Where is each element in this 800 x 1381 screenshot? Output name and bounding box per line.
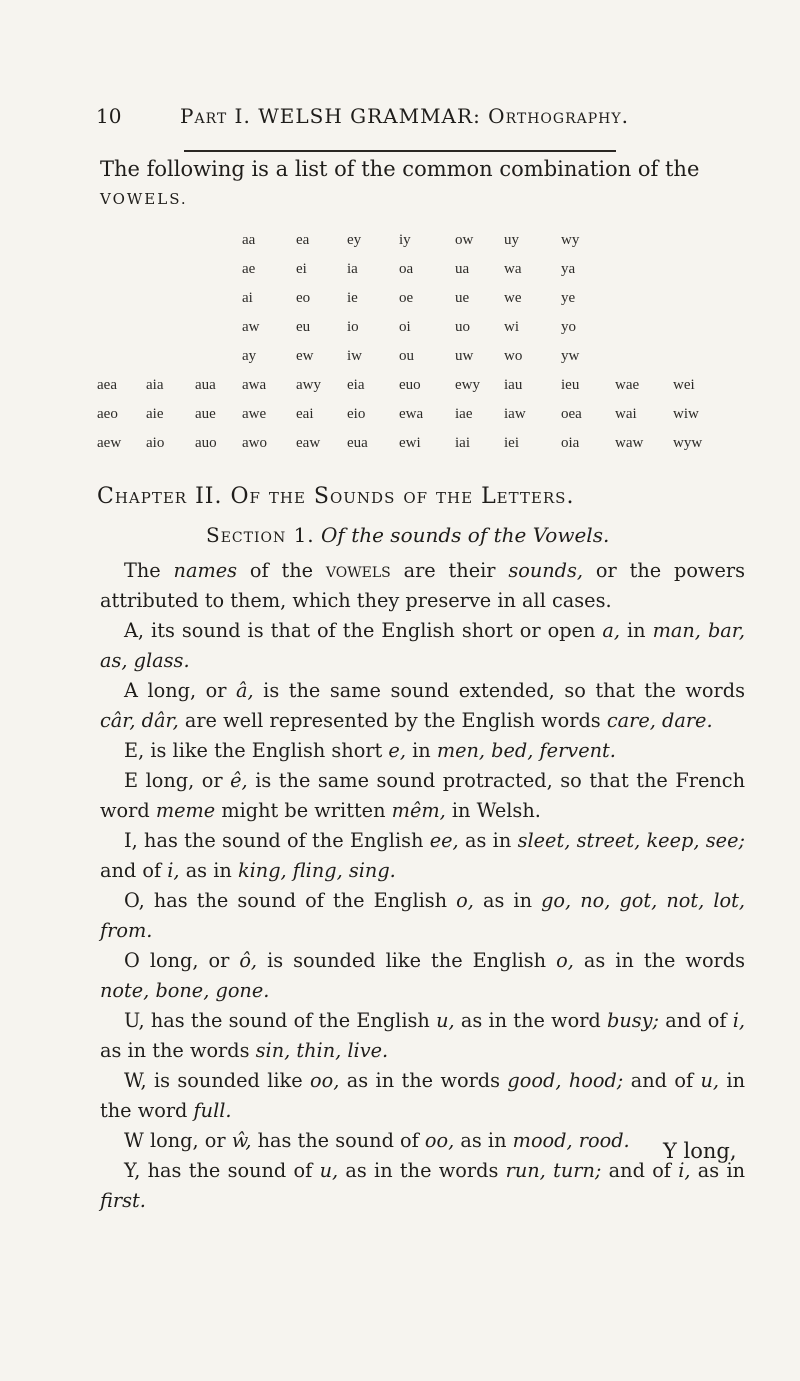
vowel-combination: eo [296, 290, 311, 306]
chapter-heading: Chapter II. Of the Sounds of the Letters. [97, 484, 575, 509]
vowel-combination: euo [399, 377, 421, 393]
header-rule [184, 150, 616, 152]
vowel-combination: aie [146, 406, 164, 422]
vowel-combination: ea [296, 232, 310, 248]
vowel-combination: ey [347, 232, 362, 248]
vowel-combination: wiw [673, 406, 699, 422]
paragraph: W long, or ŵ, has the sound of oo, as in mood, rood. [124, 1129, 630, 1152]
vowel-combination: aa [242, 232, 256, 248]
chapter-subject: Orthography. [488, 104, 629, 128]
vowel-combination: eaw [296, 435, 321, 451]
book-title: WELSH GRAMMAR: [258, 104, 481, 128]
vowel-combination: awy [296, 377, 321, 393]
vowel-combination: awe [242, 406, 267, 422]
body-text [100, 556, 745, 1216]
vowel-combination: awa [242, 377, 267, 393]
section-label: Section 1. [206, 523, 315, 547]
vowel-combination: oa [399, 261, 414, 277]
vowel-combination: yw [561, 348, 580, 364]
vowel-combination: ai [242, 290, 253, 306]
vowel-combination: ei [296, 261, 307, 277]
vowel-combination: eua [347, 435, 368, 451]
vowel-combination: aua [195, 377, 216, 393]
vowel-combination: iae [455, 406, 473, 422]
vowel-combination: aew [97, 435, 122, 451]
vowel-combination: wa [504, 261, 522, 277]
vowel-combination: aue [195, 406, 216, 422]
vowel-combination: yo [561, 319, 576, 335]
vowel-combination: wyw [673, 435, 703, 451]
vowel-combination: iai [455, 435, 470, 451]
vowel-combination: uy [504, 232, 519, 248]
vowel-combination: oe [399, 290, 414, 306]
vowel-combination: ye [561, 290, 576, 306]
vowel-combination: ue [455, 290, 470, 306]
paragraph: W, is sounded like oo, as in the words good, hood; and of u, in the word full. [100, 1069, 745, 1122]
vowel-combination: wy [561, 232, 580, 248]
vowel-combination: ua [455, 261, 470, 277]
vowel-combination: eio [347, 406, 366, 422]
vowel-combination: auo [195, 435, 217, 451]
paragraph: U, has the sound of the English u, as in the word busy; and of i, as in the words sin, thin, live. [100, 1009, 746, 1062]
vowel-combination: ie [347, 290, 358, 306]
vowel-combination: eai [296, 406, 314, 422]
catchword: Y long, [663, 1139, 737, 1163]
section-title: Of the sounds of the Vowels. [321, 523, 610, 547]
vowel-combination: uo [455, 319, 470, 335]
vowel-combination: oea [561, 406, 582, 422]
vowel-combination: wae [615, 377, 640, 393]
vowel-combination: oi [399, 319, 411, 335]
running-head-title [180, 104, 629, 128]
vowel-combination: iei [504, 435, 519, 451]
vowel-combination: wei [673, 377, 695, 393]
vowel-combination: wi [504, 319, 519, 335]
vowel-combination: ya [561, 261, 576, 277]
page-number: 10 [96, 104, 122, 128]
vowel-combination: aia [146, 377, 164, 393]
vowel-combination: iaw [504, 406, 526, 422]
vowel-combination: iw [347, 348, 362, 364]
paragraph: O, has the sound of the English o, as in go, no, got, not, lot, from. [100, 889, 745, 942]
vowel-combination: ay [242, 348, 257, 364]
vowel-combination: iau [504, 377, 523, 393]
intro-line: The following is a list of the common combination of the [100, 157, 700, 181]
section-heading [206, 523, 609, 547]
vowel-combination: wo [504, 348, 523, 364]
vowel-combination: we [504, 290, 522, 306]
vowel-combination: ew [296, 348, 314, 364]
vowel-combination: aio [146, 435, 165, 451]
running-header [96, 104, 736, 136]
paragraph: O long, or ô, is sounded like the English o, as in the words note, bone, gone. [100, 949, 746, 1002]
vowel-combination: aeo [97, 406, 118, 422]
vowel-combination: ewi [399, 435, 421, 451]
intro-vowels-label: VOWELS. [100, 190, 188, 208]
vowel-combination: ia [347, 261, 358, 277]
paragraph: Y, has the sound of u, as in the words run, turn; and of i, as in first. [100, 1159, 746, 1212]
vowel-combination: awo [242, 435, 267, 451]
vowel-combination: ewa [399, 406, 424, 422]
vowel-combination: uw [455, 348, 474, 364]
vowel-combination: ae [242, 261, 256, 277]
vowel-combination: eia [347, 377, 365, 393]
vowel-combination: ieu [561, 377, 580, 393]
paragraph: A, its sound is that of the English short or open a, in man, bar, as, glass. [100, 619, 746, 672]
vowel-combination: aea [97, 377, 117, 393]
paragraph: E, is like the English short e, in men, bed, fervent. [124, 739, 616, 762]
vowel-combination: aw [242, 319, 260, 335]
vowel-combination: eu [296, 319, 311, 335]
paragraph: The names of the vowels are their sounds, or the powers attributed to them, which they preserve in all cases. [100, 559, 745, 612]
vowel-combination: ou [399, 348, 414, 364]
vowel-combination: iy [399, 232, 411, 248]
vowel-combination: oia [561, 435, 580, 451]
vowel-combination: io [347, 319, 359, 335]
part-label: Part I. [180, 104, 251, 128]
vowel-combination: ewy [455, 377, 480, 393]
paragraph: A long, or â, is the same sound extended, so that the words câr, dâr, are well represented by the English words care, dare. [100, 679, 745, 732]
vowel-combination: wai [615, 406, 637, 422]
intro-text [100, 154, 740, 214]
vowel-combination: ow [455, 232, 474, 248]
vowel-combination: waw [615, 435, 644, 451]
paragraph: E long, or ê, is the same sound protracted, so that the French word meme might be written mêm, in Welsh. [100, 769, 745, 822]
paragraph: I, has the sound of the English ee, as in sleet, street, keep, see; and of i, as in king, fling, sing. [100, 829, 745, 882]
